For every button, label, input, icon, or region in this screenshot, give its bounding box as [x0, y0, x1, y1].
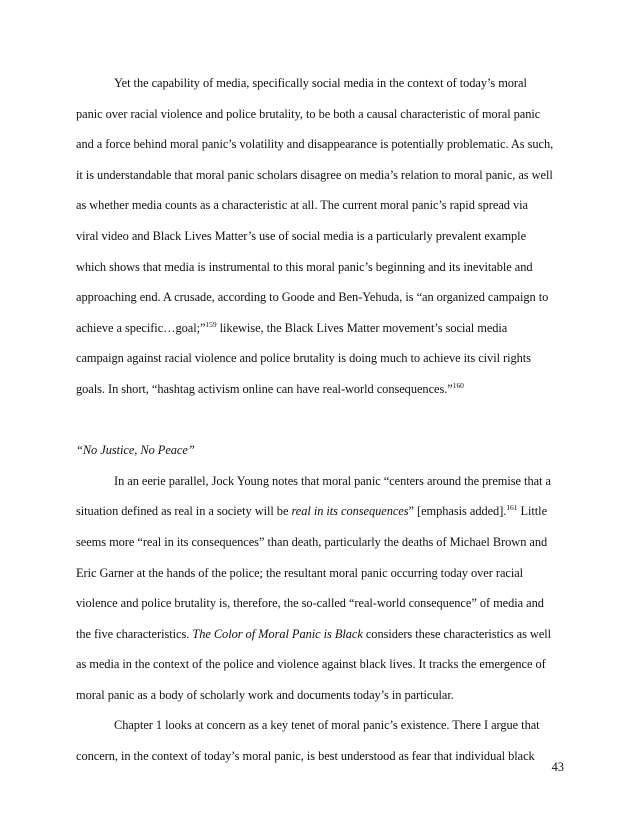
text-line: as whether media counts as a characteristic at all. The current moral panic’s rapid spread via [76, 198, 528, 213]
paragraph-chapter-1 [76, 710, 566, 771]
text-line: violence and police brutality is, therefore, the so-called “real-world consequence” of media and [76, 596, 544, 611]
text-line: concern, in the context of today’s moral panic, is best understood as fear that individual black [76, 749, 535, 764]
text-segment: the five characteristics. [76, 626, 193, 641]
text-line: moral panic as a body of scholarly work and documents today’s in particular. [76, 687, 454, 702]
text-line: In an eerie parallel, Jock Young notes that moral panic “centers around the premise that a [114, 473, 551, 488]
footnote-marker-161[interactable]: 161 [506, 503, 518, 513]
footnote-marker-160[interactable]: 160 [452, 380, 464, 390]
paragraph-media [76, 68, 566, 405]
text-line [76, 619, 566, 650]
text-line: Eric Garner at the hands of the police; the resultant moral panic occurring today over racial [76, 565, 524, 580]
text-segment: ” [emphasis added]. [408, 504, 507, 519]
section-heading-text: “No Justice, No Peace” [76, 443, 195, 458]
text-segment: situation defined as real in a society will be [76, 504, 292, 519]
text-segment: goals. In short, “hashtag activism online can have real-world consequences.” [76, 381, 453, 396]
text-line: which shows that media is instrumental to this moral panic’s beginning and its inevitable and [76, 259, 533, 274]
text-line: campaign against racial violence and police brutality is doing much to achieve its civil rights [76, 351, 531, 366]
footnote-marker-159[interactable]: 159 [205, 319, 217, 329]
text-segment: achieve a specific…goal;” [76, 320, 206, 335]
text-segment: likewise, the Black Lives Matter movement’s social media [216, 320, 508, 335]
text-line [76, 496, 566, 527]
text-line: Chapter 1 looks at concern as a key tenet of moral panic’s existence. There I argue that [114, 718, 540, 733]
text-line: as media in the context of the police and violence against black lives. It tracks the emergence of [76, 657, 546, 672]
section-heading [76, 435, 566, 466]
text-segment: considers these characteristics as well [362, 626, 552, 641]
text-line [76, 374, 566, 405]
text-line: viral video and Black Lives Matter’s use of social media is a particularly prevalent example [76, 228, 527, 243]
text-line: Yet the capability of media, specifically social media in the context of today’s moral [114, 76, 527, 90]
text-line: approaching end. A crusade, according to Goode and Ben-Yehuda, is “an organized campaign to [76, 290, 549, 305]
text-line: it is understandable that moral panic scholars disagree on media’s relation to moral panic, as well [76, 167, 553, 182]
emphasis-text: real in its consequences [291, 504, 409, 519]
page-number: 43 [551, 760, 564, 774]
text-line: and a force behind moral panic’s volatility and disappearance is potentially problematic. As such, [76, 137, 554, 152]
body-text [76, 68, 566, 772]
book-title: The Color of Moral Panic is Black [192, 626, 363, 641]
text-line [76, 313, 566, 344]
text-segment: Little [517, 504, 548, 519]
text-line: seems more “real in its consequences” than death, particularly the deaths of Michael Brown and [76, 534, 548, 549]
paragraph-spacer [76, 405, 566, 436]
text-line: panic over racial violence and police brutality, to be both a causal characteristic of moral panic [76, 106, 541, 121]
paragraph-no-justice [76, 466, 566, 711]
